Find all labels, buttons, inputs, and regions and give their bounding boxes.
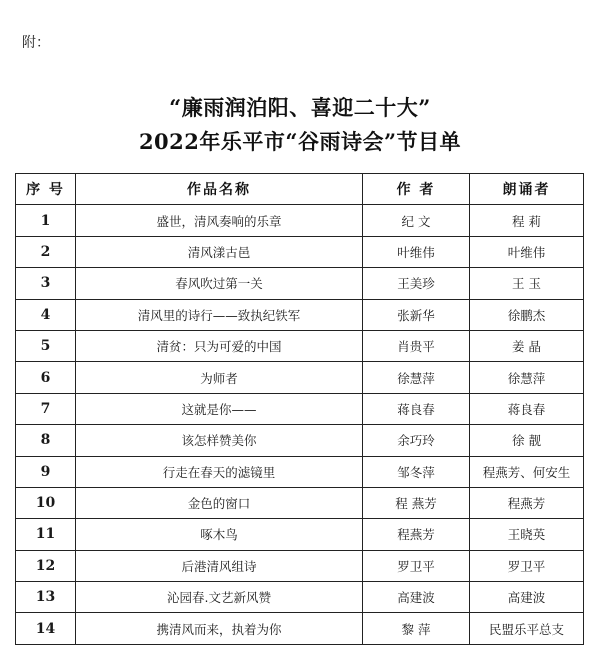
row-number: 1 [16, 205, 76, 236]
header-work: 作品名称 [76, 174, 363, 205]
row-reciter: 高建波 [470, 582, 584, 613]
row-reciter: 程 莉 [470, 205, 584, 236]
row-reciter: 程燕芳 [470, 487, 584, 518]
row-author: 程燕芳 [363, 519, 470, 550]
table-row [16, 393, 584, 424]
row-number: 11 [16, 519, 76, 550]
table-row [16, 425, 584, 456]
row-work: 沁园春.文艺新风赞 [76, 582, 363, 613]
table-row [16, 613, 584, 644]
row-work: 携清风而来，执着为你 [76, 613, 363, 644]
row-number: 5 [16, 330, 76, 361]
row-number: 10 [16, 487, 76, 518]
row-author: 罗卫平 [363, 550, 470, 581]
row-number: 4 [16, 299, 76, 330]
row-number: 12 [16, 550, 76, 581]
row-author: 叶维伟 [363, 236, 470, 267]
row-reciter: 徐鹏杰 [470, 299, 584, 330]
row-reciter: 蒋良春 [470, 393, 584, 424]
row-author: 王美珍 [363, 268, 470, 299]
table-row [16, 205, 584, 236]
title-line-2: 2022年乐平市“谷雨诗会”节目单 [138, 129, 462, 154]
row-work: 后港清风组诗 [76, 550, 363, 581]
row-work: 清风里的诗行——致执纪铁军 [76, 299, 363, 330]
table-row [16, 299, 584, 330]
table-row [16, 330, 584, 361]
row-reciter: 姜 晶 [470, 330, 584, 361]
row-reciter: 王 玉 [470, 268, 584, 299]
row-author: 张新华 [363, 299, 470, 330]
row-work: 这就是你—— [76, 393, 363, 424]
header-reciter: 朗诵者 [470, 174, 584, 205]
row-number: 8 [16, 425, 76, 456]
row-number: 13 [16, 582, 76, 613]
row-number: 2 [16, 236, 76, 267]
table-header-row [16, 174, 584, 205]
row-work: 盛世，清风奏响的乐章 [76, 205, 363, 236]
row-author: 邹冬萍 [363, 456, 470, 487]
table-row [16, 550, 584, 581]
table-row [16, 456, 584, 487]
table-row [16, 362, 584, 393]
row-work: 春风吹过第一关 [76, 268, 363, 299]
header-author: 作 者 [363, 174, 470, 205]
row-author: 余巧玲 [363, 425, 470, 456]
title-line-1: “廉雨润泊阳、喜迎二十大” [169, 95, 431, 120]
row-reciter: 程燕芳、何安生 [470, 456, 584, 487]
row-work: 清风漾古邑 [76, 236, 363, 267]
row-number: 7 [16, 393, 76, 424]
row-work: 清贫：只为可爱的中国 [76, 330, 363, 361]
program-table [15, 173, 584, 645]
row-work: 啄木鸟 [76, 519, 363, 550]
row-reciter: 徐 靓 [470, 425, 584, 456]
table-row [16, 236, 584, 267]
row-reciter: 罗卫平 [470, 550, 584, 581]
row-reciter: 徐慧萍 [470, 362, 584, 393]
table-row [16, 519, 584, 550]
row-number: 3 [16, 268, 76, 299]
row-number: 9 [16, 456, 76, 487]
row-number: 6 [16, 362, 76, 393]
table-row [16, 487, 584, 518]
header-number: 序 号 [16, 174, 76, 205]
row-author: 肖贵平 [363, 330, 470, 361]
row-author: 蒋良春 [363, 393, 470, 424]
row-work: 为师者 [76, 362, 363, 393]
row-reciter: 叶维伟 [470, 236, 584, 267]
row-reciter: 王晓英 [470, 519, 584, 550]
row-work: 金色的窗口 [76, 487, 363, 518]
row-author: 程 燕芳 [363, 487, 470, 518]
table-row [16, 582, 584, 613]
row-author: 黎 萍 [363, 613, 470, 644]
row-author: 高建波 [363, 582, 470, 613]
row-work: 行走在春天的滤镜里 [76, 456, 363, 487]
row-reciter: 民盟乐平总支 [470, 613, 584, 644]
row-number: 14 [16, 613, 76, 644]
row-author: 徐慧萍 [363, 362, 470, 393]
table-row [16, 268, 584, 299]
row-work: 该怎样赞美你 [76, 425, 363, 456]
row-author: 纪 文 [363, 205, 470, 236]
attachment-label: 附： [22, 35, 50, 51]
